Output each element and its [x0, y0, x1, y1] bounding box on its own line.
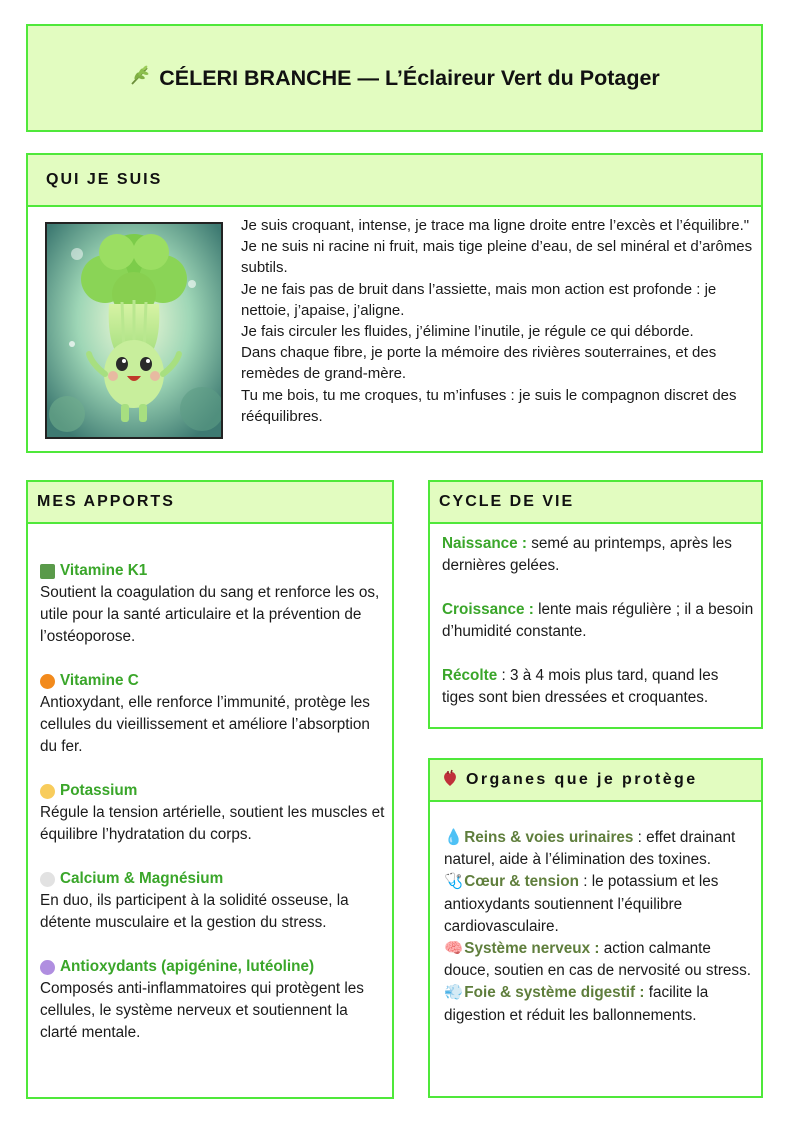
- cycle-header: [430, 482, 761, 524]
- nutrient-name: Vitamine K1: [60, 562, 148, 579]
- organ-label: Reins & voies urinaires: [464, 829, 634, 846]
- qui-line: Tu me bois, tu me croques, tu m’infuses : je suis le compagnon discret des rééquilibres.: [241, 386, 737, 425]
- cycle-label: Naissance :: [442, 535, 528, 552]
- cycle-de-vie-section: [428, 480, 763, 729]
- cycle-list: [442, 533, 754, 731]
- heart-organ-icon: [442, 769, 458, 792]
- cycle-title: CYCLE DE VIE: [439, 493, 575, 510]
- droplet-icon: 💧: [444, 829, 464, 846]
- qui-line: Dans chaque fibre, je porte la mémoire des rivières souterraines, et des remèdes de grand-mère.: [241, 344, 717, 383]
- nutrient-item: [40, 780, 388, 846]
- title-banner: [26, 24, 763, 132]
- nutrient-text: Régule la tension artérielle, soutient les muscles et équilibre l’hydratation du corps.: [40, 804, 385, 843]
- organ-item: [444, 871, 756, 938]
- qui-title: QUI JE SUIS: [46, 171, 163, 188]
- organes-header: [430, 760, 761, 802]
- qui-je-suis-section: [26, 153, 763, 453]
- nutrient-text: En duo, ils participent à la solidité osseuse, la détente musculaire et la gestion du stress.: [40, 892, 349, 931]
- cycle-item: [442, 533, 754, 577]
- apports-list: [40, 560, 388, 1066]
- brain-icon: 🧠: [444, 940, 464, 958]
- nutrient-name: Vitamine C: [60, 672, 139, 689]
- cycle-label: Croissance :: [442, 601, 534, 618]
- qui-line: Je suis croquant, intense, je trace ma ligne droite entre l’excès et l’équilibre.": [241, 217, 750, 234]
- cycle-text: lente mais régulière ; il a besoin d’humidité constante.: [442, 601, 754, 640]
- wind-icon: 💨: [444, 984, 464, 1002]
- yellow-circle-icon: [40, 784, 55, 799]
- cycle-item: [442, 599, 754, 643]
- qui-header: [28, 155, 761, 207]
- organ-item: [444, 982, 756, 1026]
- organ-item: [444, 938, 756, 982]
- organ-text: : le potassium et les antioxydants soutiennent l’équilibre cardiovasculaire.: [444, 873, 719, 935]
- white-circle-icon: [40, 872, 55, 887]
- organ-text: facilite la digestion et réduit les ballonnements.: [444, 984, 709, 1024]
- nutrient-item: [40, 956, 388, 1044]
- nutrient-text: Antioxydant, elle renforce l’immunité, protège les cellules du vieillissement et améliore l’absorption du fer.: [40, 694, 370, 755]
- title-text: CÉLERI BRANCHE — L’Éclaireur Vert du Potager: [159, 65, 660, 90]
- organ-text: action calmante douce, soutien en cas de nervosité ou stress.: [444, 940, 751, 980]
- nutrient-item: [40, 560, 388, 648]
- nutrient-name: Antioxydants (apigénine, lutéoline): [60, 958, 315, 975]
- organ-label: Cœur & tension: [464, 873, 579, 891]
- purple-circle-icon: [40, 960, 55, 975]
- mes-apports-section: [26, 480, 394, 1099]
- organ-item: [444, 827, 756, 871]
- organes-list: [444, 827, 756, 1027]
- nutrient-item: [40, 670, 388, 758]
- qui-line: Je fais circuler les fluides, j’élimine l’inutile, je régule ce qui déborde.: [241, 323, 694, 341]
- page-title: [129, 64, 660, 92]
- celery-character-image: [45, 222, 223, 439]
- apports-header: [28, 482, 392, 524]
- nutrient-name: Calcium & Magnésium: [60, 870, 224, 887]
- nutrient-name: Potassium: [60, 782, 138, 799]
- herb-icon: [129, 64, 151, 92]
- organes-section: [428, 758, 763, 1098]
- organ-label: Système nerveux :: [464, 940, 600, 958]
- organ-text: : effet drainant naturel, aide à l’élimination des toxines.: [444, 829, 736, 869]
- nutrient-item: [40, 868, 388, 934]
- nutrient-text: Soutient la coagulation du sang et renforce les os, utile pour la santé articulaire et la prévention de l’ostéoporose.: [40, 584, 380, 645]
- stethoscope-icon: 🩺: [444, 873, 464, 891]
- cycle-item: [442, 665, 754, 709]
- organes-title-wrap: [442, 769, 698, 792]
- qui-description: [241, 215, 753, 427]
- qui-line: Je ne fais pas de bruit dans l’assiette, mais mon action est profonde : je nettoie, j’apaise, j’aligne.: [241, 280, 717, 319]
- cycle-label: Récolte: [442, 667, 498, 684]
- green-square-icon: [40, 564, 55, 579]
- orange-circle-icon: [40, 674, 55, 689]
- cycle-text: semé au printemps, après les dernières gelées.: [442, 535, 732, 574]
- organ-label: Foie & système digestif :: [464, 984, 645, 1002]
- qui-line: Je ne suis ni racine ni fruit, mais tige pleine d’eau, de sel minéral et d’arômes subtils.: [241, 238, 753, 277]
- nutrient-text: Composés anti-inflammatoires qui protègent les cellules, le système nerveux et soutiennent la clarté mentale.: [40, 980, 364, 1041]
- apports-title: MES APPORTS: [37, 493, 175, 510]
- cycle-text: : 3 à 4 mois plus tard, quand les tiges sont bien dressées et croquantes.: [442, 667, 719, 706]
- organes-title: Organes que je protège: [466, 771, 698, 788]
